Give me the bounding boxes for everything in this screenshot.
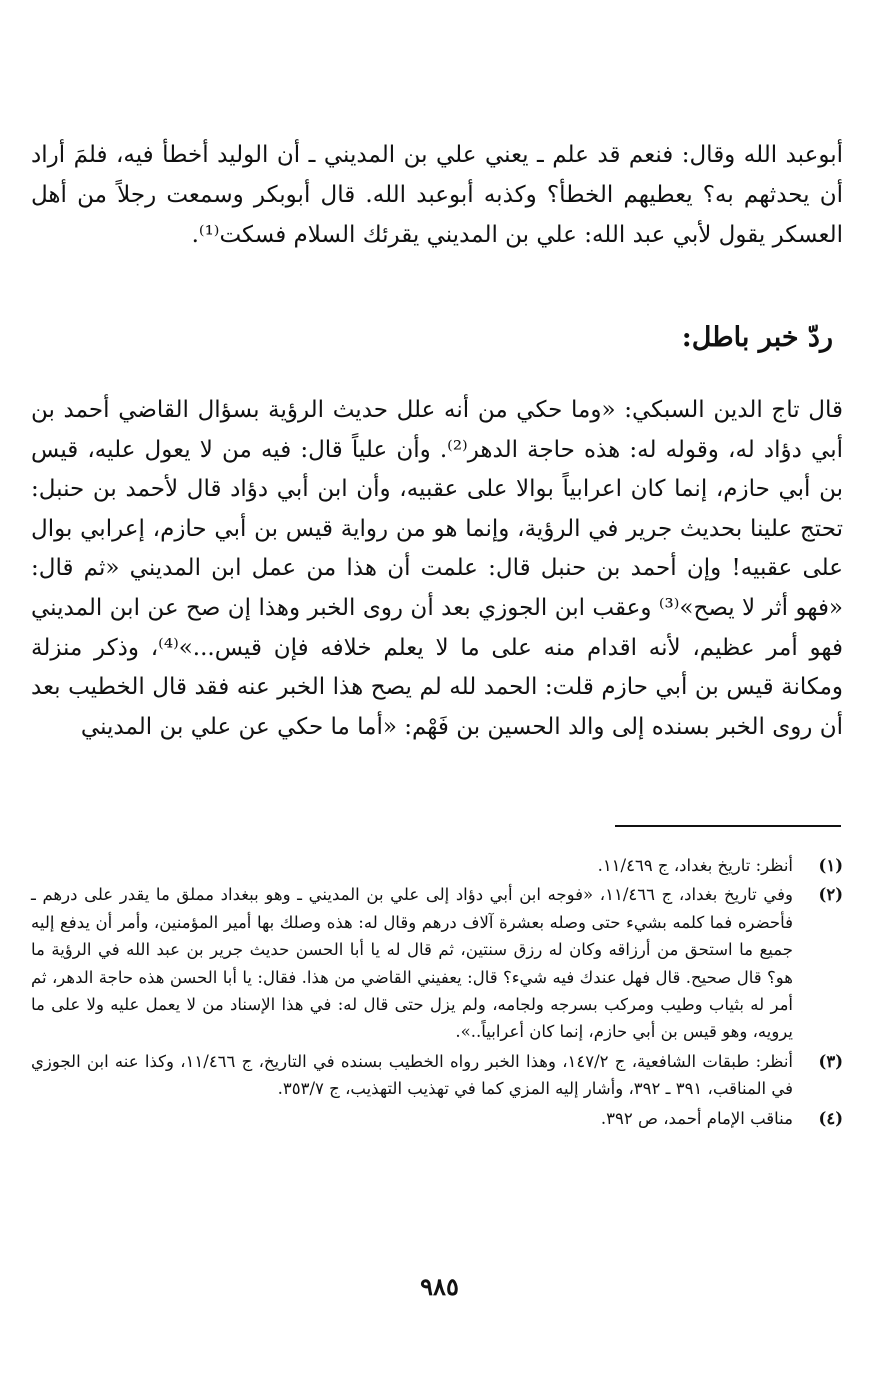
footnote-number: (٢) (818, 885, 843, 905)
footnote-item (31, 852, 843, 879)
footnote-text: وفي تاريخ بغداد، ج ١١/٤٦٦، «فوجه ابن أبي دؤاد إلى علي بن المديني ـ وهو ببغداد مملق ما يقدر على درهم ـ فأحضره فما كلمه بشيء حتى وصله بعشرة آلاف درهم وقال له: هذه وصلك بها أمير المؤمنين، وأمر أن يدفع إليه جميع ما استحق من أرزاقه وكان له رزق سنتين، ثم قال له يا أبا الحسن حديث جرير بن عبد الله في الرؤية ما هو؟ قال صحيح. قال فهل عندك فيه شيء؟ قال: يعفيني القاضي من هذا. فقال: يا أبا الحسن هذه حاجة الدهر، ثم أمر له بثياب وطيب ومركب بسرجه ولجامه، ولم يزل حتى قال له: في هذا الإسناد من لا يعمل عليه ولا على ما يرويه، وهو قيس بن أبي حازم، إنما كان أعرابياً..». (31, 885, 793, 1042)
footnote-text: أنظر: طبقات الشافعية، ج ١٤٧/٢، وهذا الخبر رواه الخطيب بسنده في التاريخ، ج ١١/٤٦٦، وكذا عنه ابن الجوزي في المناقب، ٣٩١ ـ ٣٩٢، وأشار إليه المزي كما في تهذيب التهذيب، ج ٣٥٣/٧. (31, 1051, 793, 1099)
footnote-number: (١) (818, 856, 843, 875)
footnote-number: (٣) (818, 1051, 843, 1071)
footnote-text: أنظر: تاريخ بغداد، ج ١١/٤٦٩. (597, 856, 793, 875)
footnote-item (31, 1105, 843, 1132)
main-paragraph: قال تاج الدين السبكي: «وما حكي من أنه علل حديث الرؤية بسؤال القاضي أحمد بن أبي دؤاد له، وقوله له: هذه حاجة الدهر⁽²⁾. وأن علياً قال: فيه من لا يعول عليه، قيس بن أبي حازم، إنما كان اعرابياً بوالا على عقبيه، وأن ابن أبي دؤاد قال لأحمد بن حنبل: تحتج علينا بحديث جرير في الرؤية، وإنما هو من رواية قيس بن أبي حازم، إعرابي بوال على عقبيه! وإن أحمد بن حنبل قال: علمت أن هذا من عمل ابن المديني «ثم قال: «فهو أثر لا يصح»⁽³⁾ وعقب ابن الجوزي بعد أن روى الخبر وهذا إن صح عن ابن المديني فهو أمر عظيم، لأنه اقدام منه على ما لا يعلم خلافه فإن قيس...»⁽⁴⁾، وذكر منزلة ومكانة قيس بن أبي حازم قلت: الحمد لله لم يصح هذا الخبر عنه فقد قال الخطيب بعد أن روى الخبر بسنده إلى والد الحسين بن فَهْم: «أما ما حكي عن علي بن المديني (31, 397, 844, 740)
footnotes-section (31, 852, 843, 1134)
footnote-number: (٤) (818, 1108, 843, 1128)
footnote-item (31, 881, 843, 1045)
page-number: ٩٨٥ (420, 1272, 459, 1301)
section-heading: ردّ خبر باطل: (681, 322, 833, 353)
footnote-text: مناقب الإمام أحمد، ص ٣٩٢. (600, 1108, 793, 1128)
footnote-divider (615, 825, 841, 827)
intro-paragraph: أبوعبد الله وقال: فنعم قد علم ـ يعني علي بن المديني ـ أن الوليد أخطأ فيه، فلمَ أراد أن يحدثهم به؟ يعطيهم الخطأ؟ وكذبه أبوعبد الله. قال أبوبكر وسمعت رجلاً من أهل العسكر يقول لأبي عبد الله: علي بن المديني يقرئك السلام فسكت⁽¹⁾. (31, 142, 843, 248)
footnote-item (31, 1048, 843, 1103)
